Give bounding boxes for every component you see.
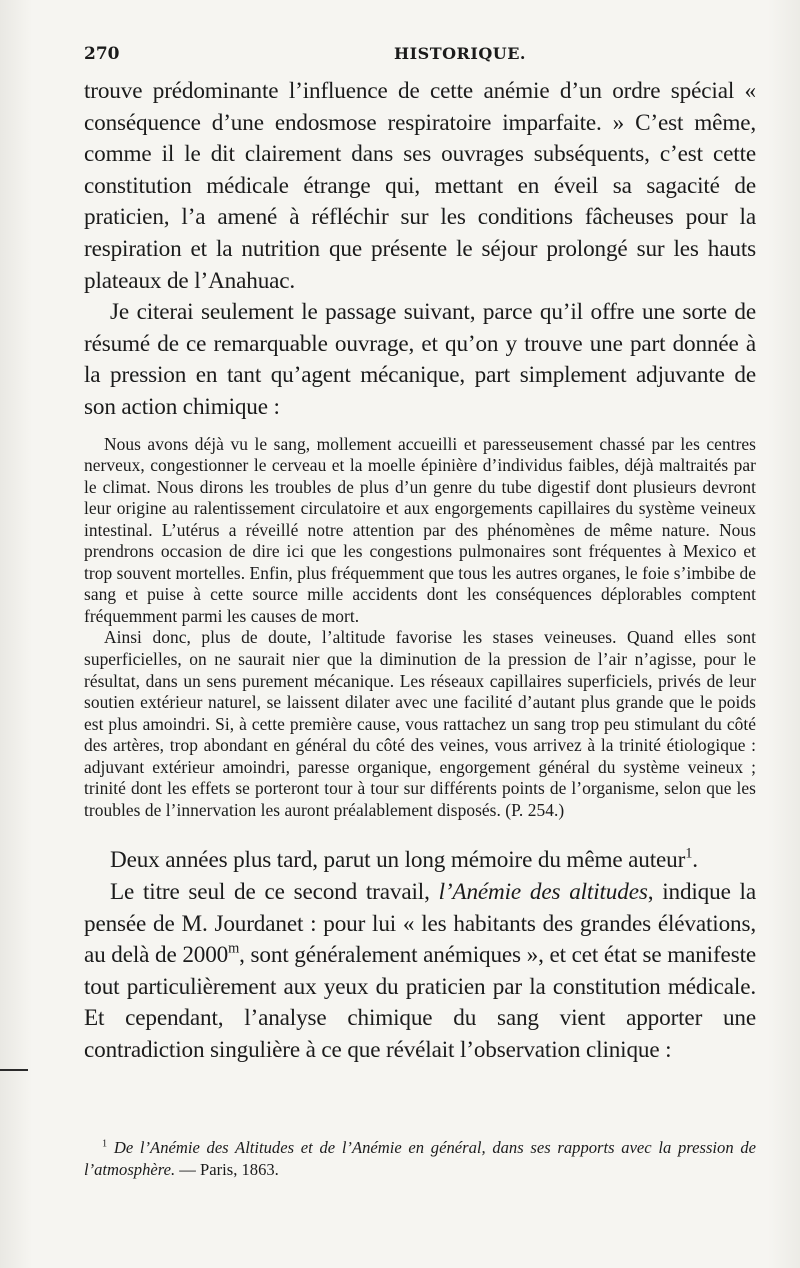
footnote-publication: — Paris, 1863. bbox=[175, 1159, 279, 1179]
running-head: HISTORIQUE. bbox=[394, 44, 526, 63]
page-number: 270 bbox=[84, 44, 120, 64]
paragraph-3: Deux années plus tard, parut un long mémoire du même auteur$^1$. bbox=[110, 846, 698, 874]
footnote-marker: 1 bbox=[102, 1138, 108, 1150]
unit-superscript: m bbox=[228, 940, 240, 957]
footnote-reference: 1 bbox=[685, 846, 693, 863]
footnote-title: De l’Anémie des Altitudes et de l’Anémie en général, dans ses rapports avec la pression de l’atmosphère. bbox=[84, 1138, 756, 1179]
main-text bbox=[84, 76, 756, 1067]
paragraph-4-end: , sont généralement anémiques », et cet état se manifeste tout particulièrement aux yeux du praticien par la constitution médicale. Et cependant, l’analyse chimique du sang vient apporter une contradiction singulière à ce que révélait l’observation clinique : bbox=[84, 942, 756, 1063]
paragraph-2: Je citerai seulement le passage suivant, parce qu’il offre une sorte de résumé de ce remarquable ouvrage, et qu’on y trouve une part donnée à la pression en tant qu’agent mécanique, part simplement adjuvante de son action chimique : bbox=[84, 299, 756, 420]
quote-paragraph-1: Nous avons déjà vu le sang, mollement accueilli et paresseusement chassé par les centres nerveux, congestionner le cerveau et la moelle épinière d’individus faibles, déjà maltraités par le climat. Nous dirons les troubles de plus d’un genre du tube digestif dont plusieurs devront leur origine au ralentissement circulatoire et aux engorgements capillaires du système veineux intestinal. L’utérus a réveillé notre attention par des phénomènes de même nature. Nous prendrons occasion de dire ici que les congestions pulmonaires sont fréquentes à Mexico et trop souvent mortelles. Enfin, plus fréquemment que tous les autres organes, le foie s’imbibe de sang et puise à cette source mille accidents dont les conséquences déplorables comptent fréquemment parmi les causes de mort. bbox=[84, 433, 756, 626]
work-title: l’Anémie des altitudes bbox=[438, 878, 648, 905]
block-quote bbox=[84, 434, 756, 822]
margin-mark bbox=[0, 1069, 28, 1071]
page-header bbox=[84, 44, 756, 68]
paragraph-3-text: Deux années plus tard, parut un long mémoire du même auteur bbox=[110, 847, 686, 874]
footnote bbox=[84, 1137, 756, 1180]
quote-paragraph-2: Ainsi donc, plus de doute, l’altitude favorise les stases veineuses. Quand elles sont superficielles, on ne saurait nier que la diminution de la pression de l’air n’agisse, pour le résultat, dans un sens purement mécanique. Les réseaux capillaires superficiels, privés de leur soutien extérieur naturel, se laissent dilater avec une facilité d’autant plus grande que le poids est plus amoindri. Si, à cette première cause, vous rattachez un sang trop peu stimulant du côté des artères, trop abondant en général du côté des veines, vous arrivez à la trinité étiologique : adjuvant extérieur amoindri, paresse organique, engorgement général du système veineux ; trinité dont les effets se porteront tour à tour sur différents points de l’organisme, selon que les troubles de l’innervation les auront préalablement disposés. (P. 254.) bbox=[84, 627, 756, 820]
paragraph-4-mid: , indique la pensée de M. Jourdanet : pour lui « les habitants des grandes élévations, au delà de 2000 bbox=[84, 878, 756, 969]
paragraph-1: trouve prédominante l’influence de cette anémie d’un ordre spécial « conséquence d’une endosmose respiratoire imparfaite. » C’est même, comme il le dit clairement dans ses ouvrages subséquents, c’est cette constitution médicale étrange qui, mettant en éveil sa sagacité de praticien, l’a amené à réfléchir sur les conditions fâcheuses pour la respiration et la nutrition que présente le séjour prolongé sur les hauts plateaux de l’Anahuac. bbox=[84, 78, 756, 294]
paragraph-4 bbox=[84, 877, 756, 1067]
paragraph-4-start: Le titre seul de ce second travail, bbox=[110, 878, 439, 905]
